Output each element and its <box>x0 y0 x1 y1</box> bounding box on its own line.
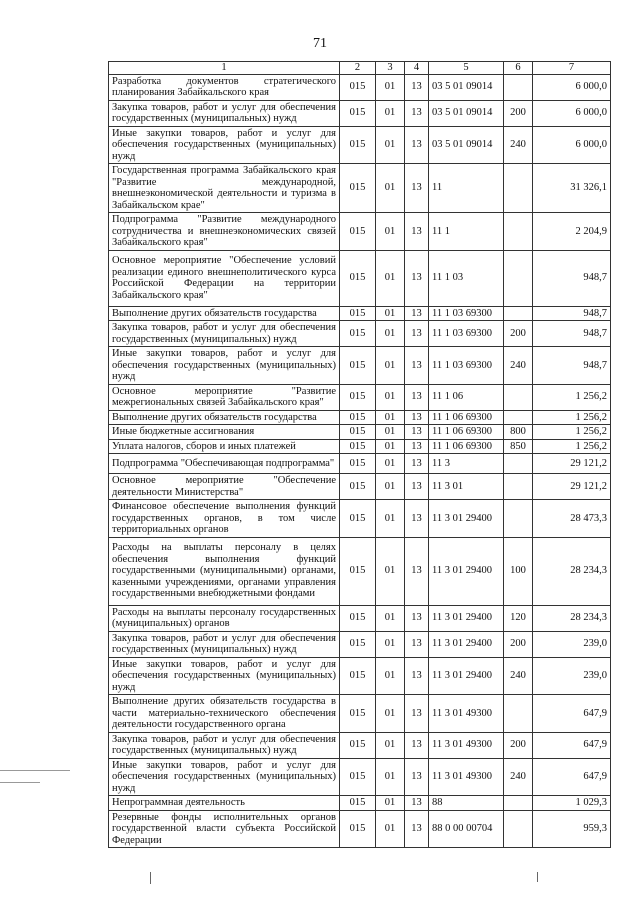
table-row <box>109 347 611 385</box>
row-value-cell: 11 1 06 69300 <box>429 425 504 440</box>
row-value-cell: 11 1 03 69300 <box>429 321 504 347</box>
row-name-cell: Уплата налогов, сборов и иных платежей <box>109 439 340 454</box>
row-name-cell: Подпрограмма "Обеспечивающая подпрограмма" <box>109 454 340 474</box>
row-value-cell: 1 256,2 <box>533 410 611 425</box>
row-value-cell: 01 <box>376 306 405 321</box>
row-value-cell: 11 3 01 49300 <box>429 695 504 733</box>
table-row <box>109 796 611 811</box>
row-value-cell: 13 <box>405 250 429 306</box>
row-name-cell: Резервные фонды исполнительных органов государственной власти субъекта Российской Федерации <box>109 810 340 848</box>
row-value-cell: 015 <box>340 631 376 657</box>
row-value-cell: 015 <box>340 164 376 213</box>
row-value-cell: 015 <box>340 347 376 385</box>
row-value-cell: 01 <box>376 810 405 848</box>
row-value-cell: 11 3 01 29400 <box>429 631 504 657</box>
table-row <box>109 384 611 410</box>
row-name-cell: Закупка товаров, работ и услуг для обеспечения государственных (муниципальных) нужд <box>109 100 340 126</box>
row-value-cell: 13 <box>405 454 429 474</box>
row-value-cell: 015 <box>340 454 376 474</box>
row-value-cell <box>504 306 533 321</box>
table-row <box>109 126 611 164</box>
table-row <box>109 100 611 126</box>
table-header <box>109 62 611 75</box>
row-name-cell: Иные закупки товаров, работ и услуг для обеспечения государственных (муниципальных) нужд <box>109 347 340 385</box>
row-value-cell: 01 <box>376 321 405 347</box>
row-value-cell: 11 3 01 49300 <box>429 732 504 758</box>
row-value-cell: 01 <box>376 425 405 440</box>
row-value-cell: 13 <box>405 347 429 385</box>
row-value-cell: 239,0 <box>533 631 611 657</box>
row-value-cell <box>504 695 533 733</box>
row-value-cell: 01 <box>376 657 405 695</box>
row-value-cell <box>504 796 533 811</box>
row-value-cell: 28 234,3 <box>533 605 611 631</box>
table-row <box>109 454 611 474</box>
row-value-cell <box>504 164 533 213</box>
row-value-cell: 11 1 06 69300 <box>429 439 504 454</box>
row-value-cell: 13 <box>405 306 429 321</box>
row-value-cell: 015 <box>340 213 376 251</box>
row-value-cell: 11 3 01 49300 <box>429 758 504 796</box>
table-row <box>109 213 611 251</box>
row-value-cell: 948,7 <box>533 250 611 306</box>
table-row <box>109 537 611 605</box>
table-row <box>109 250 611 306</box>
row-value-cell: 13 <box>405 474 429 500</box>
row-name-cell: Основное мероприятие "Развитие межрегиональных связей Забайкальского края" <box>109 384 340 410</box>
table-row <box>109 758 611 796</box>
row-value-cell: 200 <box>504 732 533 758</box>
row-value-cell: 240 <box>504 126 533 164</box>
row-value-cell: 13 <box>405 500 429 538</box>
row-name-cell: Закупка товаров, работ и услуг для обеспечения государственных (муниципальных) нужд <box>109 732 340 758</box>
row-value-cell: 29 121,2 <box>533 474 611 500</box>
page-number: 71 <box>313 36 327 51</box>
table-row <box>109 306 611 321</box>
row-value-cell: 01 <box>376 74 405 100</box>
row-value-cell: 948,7 <box>533 347 611 385</box>
row-value-cell: 200 <box>504 631 533 657</box>
row-value-cell: 11 3 01 29400 <box>429 500 504 538</box>
row-value-cell: 959,3 <box>533 810 611 848</box>
row-value-cell: 647,9 <box>533 695 611 733</box>
table-row <box>109 74 611 100</box>
row-value-cell: 240 <box>504 758 533 796</box>
column-header: 1 <box>109 62 340 75</box>
row-value-cell: 015 <box>340 250 376 306</box>
table-body <box>109 74 611 848</box>
row-value-cell: 31 326,1 <box>533 164 611 213</box>
row-value-cell: 13 <box>405 810 429 848</box>
row-value-cell: 01 <box>376 384 405 410</box>
row-value-cell: 13 <box>405 213 429 251</box>
column-header: 6 <box>504 62 533 75</box>
row-value-cell: 200 <box>504 321 533 347</box>
row-value-cell: 01 <box>376 347 405 385</box>
row-name-cell: Иные закупки товаров, работ и услуг для обеспечения государственных (муниципальных) нужд <box>109 758 340 796</box>
row-name-cell: Выполнение других обязательств государства <box>109 410 340 425</box>
row-value-cell: 01 <box>376 439 405 454</box>
row-value-cell: 015 <box>340 605 376 631</box>
row-name-cell: Государственная программа Забайкальского края "Развитие международной, внешнеэкономической деятельности и туризма в Забайкальском крае" <box>109 164 340 213</box>
row-value-cell: 6 000,0 <box>533 74 611 100</box>
header-row <box>109 62 611 75</box>
row-value-cell: 240 <box>504 347 533 385</box>
row-value-cell: 01 <box>376 605 405 631</box>
row-value-cell: 120 <box>504 605 533 631</box>
table-row <box>109 695 611 733</box>
row-value-cell <box>504 74 533 100</box>
row-value-cell <box>504 810 533 848</box>
row-value-cell: 015 <box>340 410 376 425</box>
row-value-cell: 11 3 01 29400 <box>429 657 504 695</box>
row-value-cell: 948,7 <box>533 321 611 347</box>
row-value-cell: 01 <box>376 796 405 811</box>
row-name-cell: Иные закупки товаров, работ и услуг для обеспечения государственных (муниципальных) нужд <box>109 126 340 164</box>
row-value-cell: 13 <box>405 758 429 796</box>
row-value-cell: 01 <box>376 164 405 213</box>
row-value-cell: 015 <box>340 810 376 848</box>
row-value-cell: 100 <box>504 537 533 605</box>
row-value-cell: 11 3 01 29400 <box>429 605 504 631</box>
row-value-cell: 28 234,3 <box>533 537 611 605</box>
row-name-cell: Закупка товаров, работ и услуг для обеспечения государственных (муниципальных) нужд <box>109 321 340 347</box>
row-value-cell <box>504 213 533 251</box>
row-value-cell: 13 <box>405 384 429 410</box>
row-value-cell: 015 <box>340 321 376 347</box>
row-value-cell: 015 <box>340 126 376 164</box>
row-value-cell: 015 <box>340 74 376 100</box>
row-value-cell <box>504 454 533 474</box>
row-value-cell: 800 <box>504 425 533 440</box>
row-value-cell: 03 5 01 09014 <box>429 100 504 126</box>
row-value-cell: 01 <box>376 454 405 474</box>
table-row <box>109 410 611 425</box>
column-header: 7 <box>533 62 611 75</box>
row-value-cell: 13 <box>405 796 429 811</box>
row-value-cell <box>504 410 533 425</box>
row-value-cell: 13 <box>405 425 429 440</box>
row-value-cell: 1 029,3 <box>533 796 611 811</box>
scan-mark <box>0 782 40 783</box>
row-value-cell: 11 1 <box>429 213 504 251</box>
row-value-cell: 88 0 00 00704 <box>429 810 504 848</box>
row-value-cell <box>504 384 533 410</box>
row-value-cell: 28 473,3 <box>533 500 611 538</box>
row-value-cell: 01 <box>376 631 405 657</box>
row-value-cell: 13 <box>405 439 429 454</box>
row-value-cell: 1 256,2 <box>533 439 611 454</box>
row-value-cell: 13 <box>405 695 429 733</box>
table-row <box>109 500 611 538</box>
row-value-cell: 13 <box>405 100 429 126</box>
row-name-cell: Выполнение других обязательств государства в части материально-технического обеспечения деятельности государственного органа <box>109 695 340 733</box>
row-value-cell <box>504 250 533 306</box>
row-name-cell: Выполнение других обязательств государства <box>109 306 340 321</box>
row-value-cell: 6 000,0 <box>533 100 611 126</box>
row-value-cell: 015 <box>340 657 376 695</box>
row-value-cell: 03 5 01 09014 <box>429 126 504 164</box>
row-value-cell: 11 1 06 <box>429 384 504 410</box>
row-value-cell: 01 <box>376 410 405 425</box>
column-header: 2 <box>340 62 376 75</box>
column-header: 4 <box>405 62 429 75</box>
row-value-cell: 01 <box>376 126 405 164</box>
table-row <box>109 321 611 347</box>
row-value-cell: 13 <box>405 605 429 631</box>
row-value-cell: 13 <box>405 631 429 657</box>
row-value-cell: 13 <box>405 732 429 758</box>
row-name-cell: Иные закупки товаров, работ и услуг для обеспечения государственных (муниципальных) нужд <box>109 657 340 695</box>
row-value-cell: 13 <box>405 321 429 347</box>
scan-mark <box>537 872 538 882</box>
row-value-cell: 015 <box>340 758 376 796</box>
row-value-cell <box>504 474 533 500</box>
row-name-cell: Основное мероприятие "Обеспечение условий реализации единого внешнеполитического курса Российской Федерации на территории Забайкальского края" <box>109 250 340 306</box>
column-header: 5 <box>429 62 504 75</box>
row-value-cell: 11 1 03 69300 <box>429 347 504 385</box>
row-name-cell: Расходы на выплаты персоналу государственных (муниципальных) органов <box>109 605 340 631</box>
row-name-cell: Основное мероприятие "Обеспечение деятельности Министерства" <box>109 474 340 500</box>
row-value-cell: 015 <box>340 439 376 454</box>
row-value-cell: 015 <box>340 732 376 758</box>
row-value-cell: 015 <box>340 100 376 126</box>
row-name-cell: Финансовое обеспечение выполнения функций государственных органов, в том числе территориальных органов <box>109 500 340 538</box>
row-value-cell: 01 <box>376 213 405 251</box>
row-value-cell: 01 <box>376 732 405 758</box>
budget-table <box>108 61 611 848</box>
row-value-cell: 29 121,2 <box>533 454 611 474</box>
row-value-cell: 6 000,0 <box>533 126 611 164</box>
row-value-cell: 01 <box>376 758 405 796</box>
row-value-cell: 11 3 <box>429 454 504 474</box>
row-value-cell: 13 <box>405 537 429 605</box>
row-value-cell: 03 5 01 09014 <box>429 74 504 100</box>
row-value-cell: 13 <box>405 410 429 425</box>
scan-mark <box>0 770 70 771</box>
table-row <box>109 810 611 848</box>
row-name-cell: Подпрограмма "Развитие международного сотрудничества и внешнеэкономических связей Забайкальского края" <box>109 213 340 251</box>
row-value-cell: 948,7 <box>533 306 611 321</box>
row-value-cell: 240 <box>504 657 533 695</box>
table-row <box>109 164 611 213</box>
table-row <box>109 474 611 500</box>
row-value-cell: 11 3 01 29400 <box>429 537 504 605</box>
row-name-cell: Закупка товаров, работ и услуг для обеспечения государственных (муниципальных) нужд <box>109 631 340 657</box>
table-row <box>109 439 611 454</box>
row-value-cell: 11 3 01 <box>429 474 504 500</box>
row-value-cell: 1 256,2 <box>533 425 611 440</box>
row-value-cell: 01 <box>376 250 405 306</box>
row-value-cell: 01 <box>376 500 405 538</box>
row-value-cell: 850 <box>504 439 533 454</box>
row-value-cell: 13 <box>405 126 429 164</box>
row-value-cell: 11 <box>429 164 504 213</box>
row-name-cell: Разработка документов стратегического планирования Забайкальского края <box>109 74 340 100</box>
row-value-cell: 015 <box>340 306 376 321</box>
row-value-cell: 239,0 <box>533 657 611 695</box>
row-value-cell: 13 <box>405 657 429 695</box>
table-row <box>109 657 611 695</box>
table-row <box>109 732 611 758</box>
row-value-cell: 01 <box>376 100 405 126</box>
row-value-cell: 015 <box>340 425 376 440</box>
row-value-cell: 015 <box>340 474 376 500</box>
row-value-cell: 11 1 03 69300 <box>429 306 504 321</box>
row-value-cell: 2 204,9 <box>533 213 611 251</box>
table-row <box>109 425 611 440</box>
row-value-cell: 11 1 03 <box>429 250 504 306</box>
row-value-cell: 11 1 06 69300 <box>429 410 504 425</box>
row-value-cell: 88 <box>429 796 504 811</box>
row-value-cell: 01 <box>376 474 405 500</box>
row-value-cell: 015 <box>340 537 376 605</box>
column-header: 3 <box>376 62 405 75</box>
row-value-cell: 015 <box>340 796 376 811</box>
table-row <box>109 631 611 657</box>
row-value-cell: 13 <box>405 74 429 100</box>
row-value-cell: 200 <box>504 100 533 126</box>
row-value-cell: 015 <box>340 695 376 733</box>
row-value-cell: 13 <box>405 164 429 213</box>
row-name-cell: Расходы на выплаты персоналу в целях обеспечения выполнения функций государственными (муниципальными) органами, казенными учреждениями, органами управления государственными внебюджетными фондами <box>109 537 340 605</box>
row-name-cell: Непрограммная деятельность <box>109 796 340 811</box>
row-value-cell: 647,9 <box>533 758 611 796</box>
row-value-cell: 1 256,2 <box>533 384 611 410</box>
row-value-cell: 015 <box>340 384 376 410</box>
scan-mark <box>150 872 151 884</box>
row-value-cell: 01 <box>376 537 405 605</box>
table-row <box>109 605 611 631</box>
row-value-cell: 647,9 <box>533 732 611 758</box>
row-value-cell <box>504 500 533 538</box>
row-name-cell: Иные бюджетные ассигнования <box>109 425 340 440</box>
row-value-cell: 01 <box>376 695 405 733</box>
row-value-cell: 015 <box>340 500 376 538</box>
